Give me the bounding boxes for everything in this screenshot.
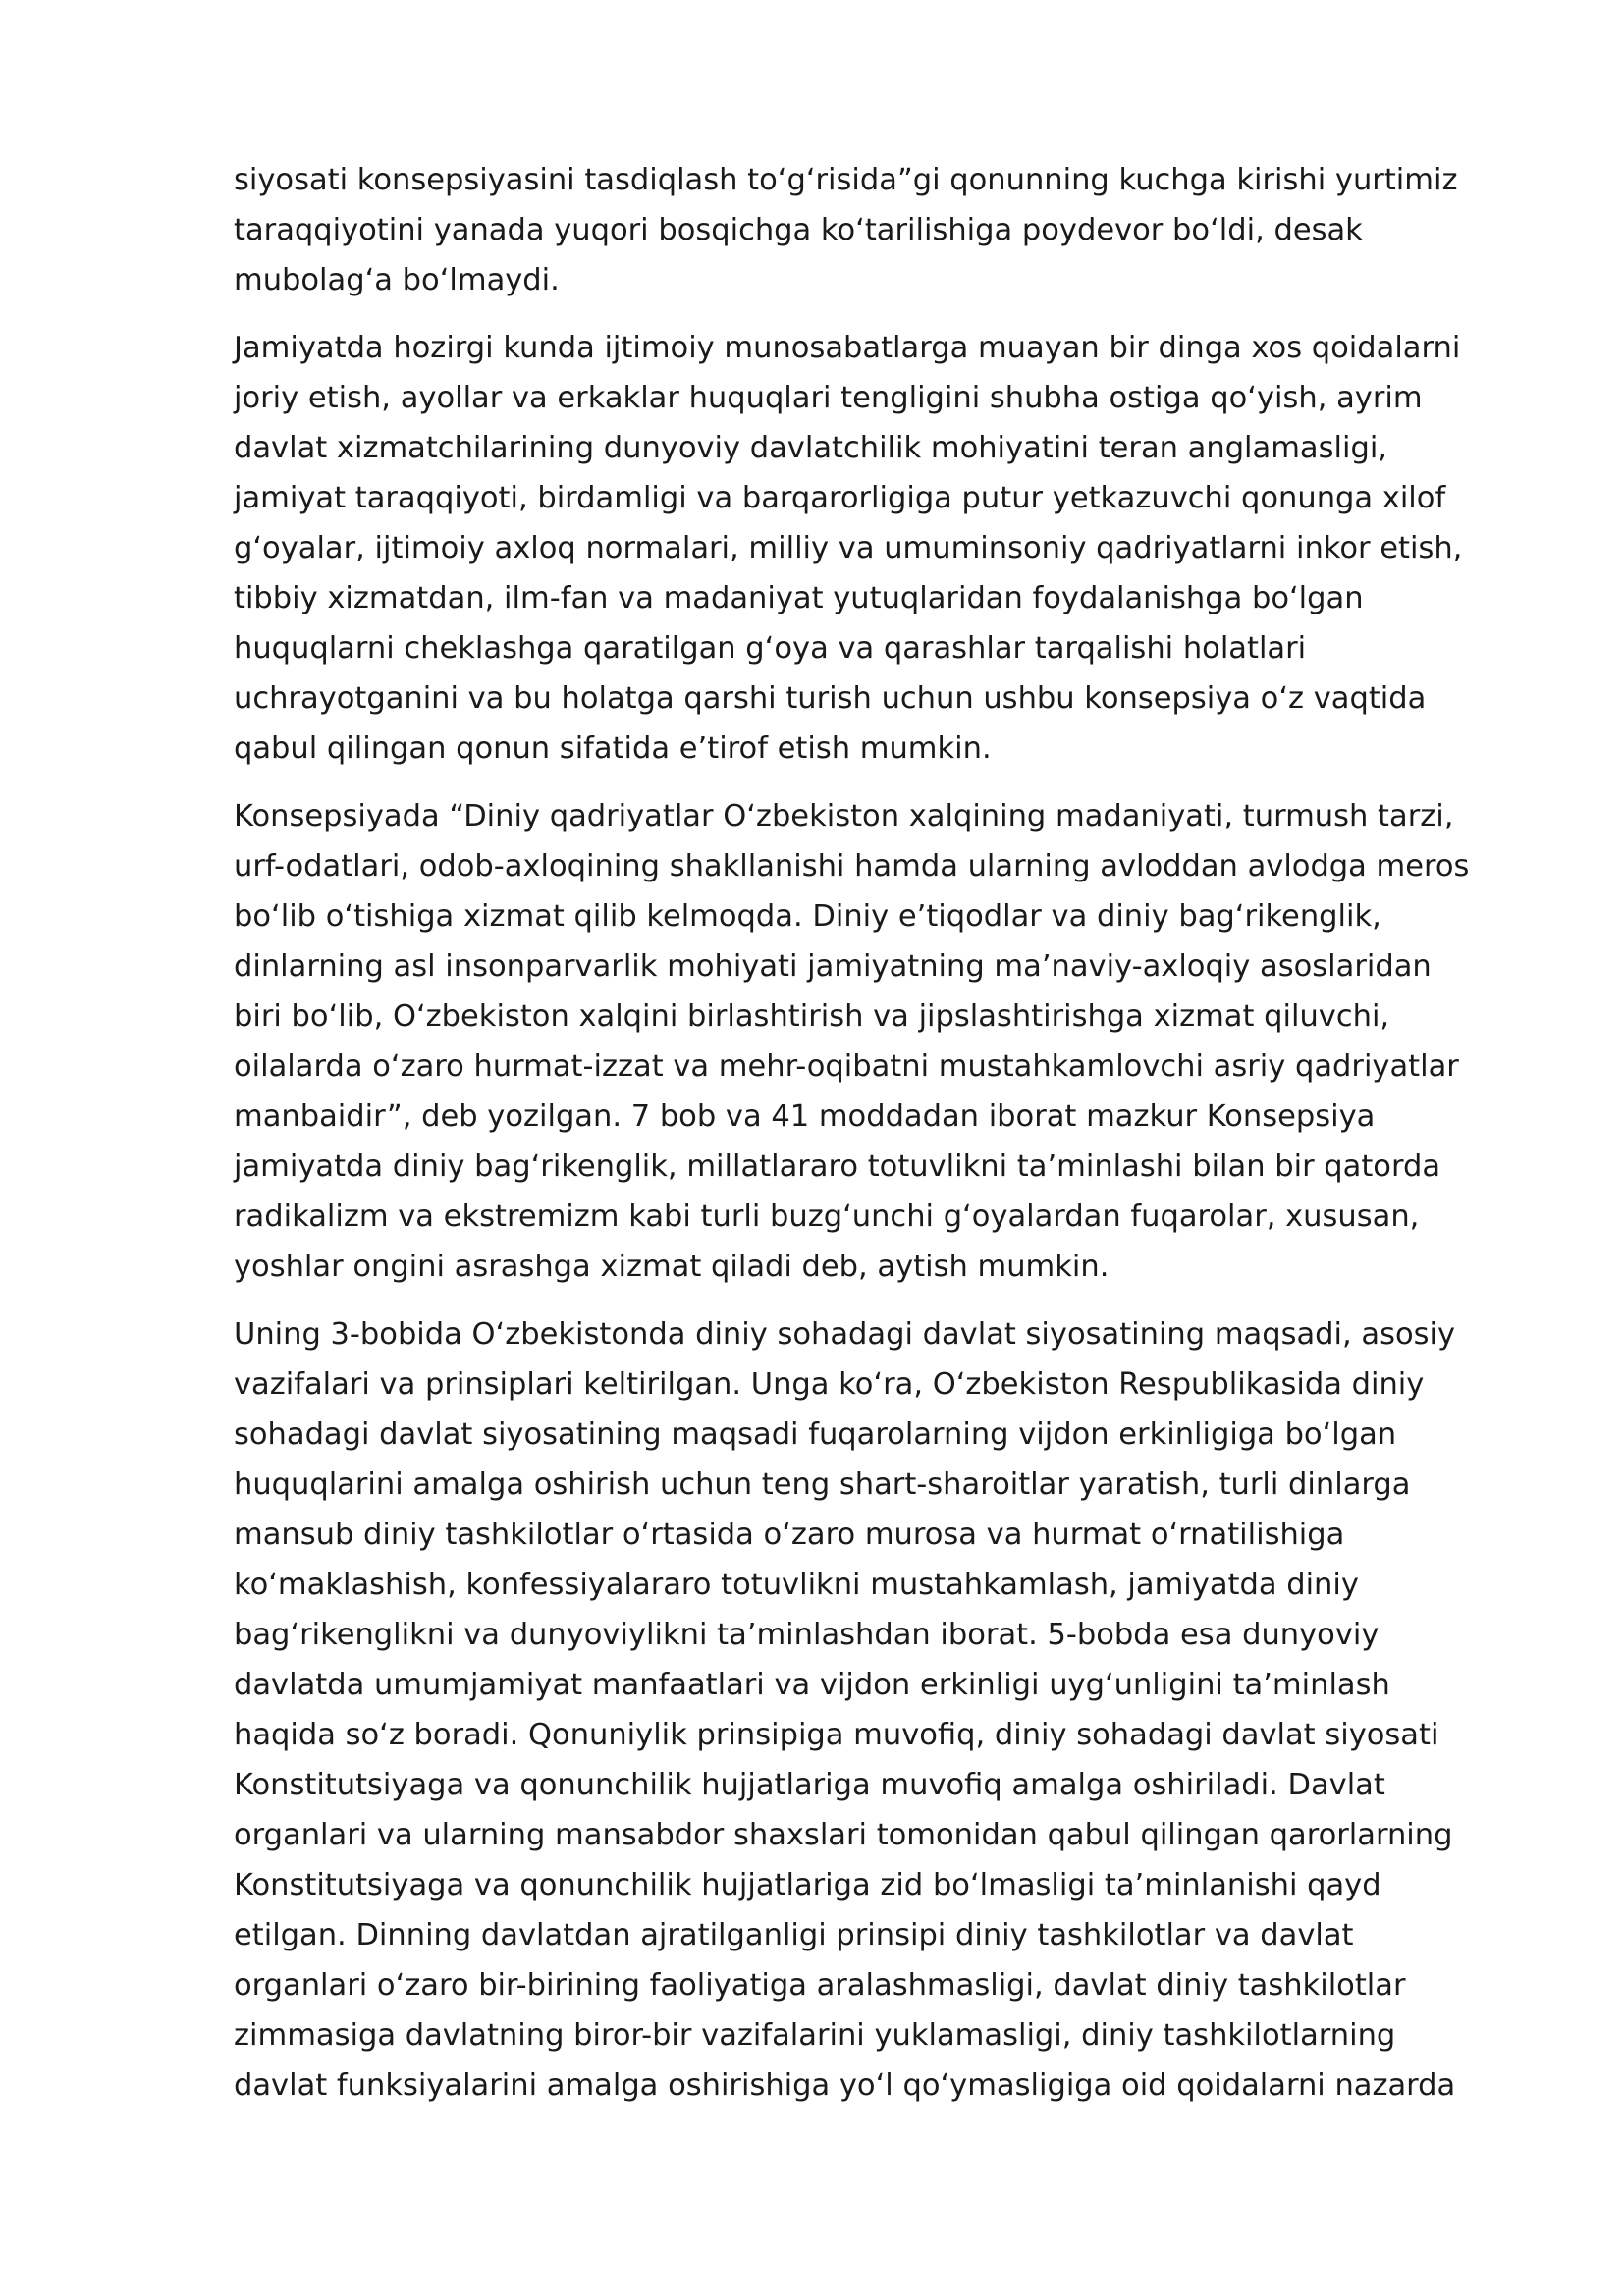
text-line: Uning 3-bobida O‘zbekistonda diniy sohadagi davlat siyosatining maqsadi, asosiy <box>234 1317 1456 1352</box>
text-line: radikalizm va ekstremizm kabi turli buzg‘unchi g‘oyalardan fuqarolar, xususan, <box>234 1200 1420 1234</box>
document-page <box>234 155 1530 2128</box>
text-line: davlat funksiyalarini amalga oshirishiga yo‘l qo‘ymasligiga oid qoidalarni nazarda <box>234 2068 1456 2103</box>
text-line: huquqlarini amalga oshirish uchun teng shart-sharoitlar yaratish, turli dinlarga <box>234 1468 1411 1502</box>
text-line: joriy etish, ayollar va erkaklar huquqlari tengligini shubha ostiga qo‘yish, ayrim <box>234 381 1423 415</box>
text-line: Konsepsiyada “Diniy qadriyatlar O‘zbekiston xalqining madaniyati, turmush tarzi, <box>234 799 1454 833</box>
text-line: davlat xizmatchilarining dunyoviy davlatchilik mohiyatini teran anglamasligi, <box>234 431 1387 465</box>
text-line: organlari va ularning mansabdor shaxslari tomonidan qabul qilingan qarorlarning <box>234 1818 1453 1852</box>
text-line: tibbiy xizmatdan, ilm-fan va madaniyat yutuqlaridan foydalanishga bo‘lgan <box>234 581 1364 615</box>
text-line: manbaidir”, deb yozilgan. 7 bob va 41 moddadan iborat mazkur Konsepsiya <box>234 1099 1376 1134</box>
text-line: oilalarda o‘zaro hurmat-izzat va mehr-oqibatni mustahkamlovchi asriy qadriyatlar <box>234 1049 1459 1084</box>
text-line: vazifalari va prinsiplari keltirilgan. Unga ko‘ra, O‘zbekiston Respublikasida diniy <box>234 1367 1425 1402</box>
text-line: qabul qilingan qonun sifatida e’tirof etish mumkin. <box>234 731 992 766</box>
text-line: Konstitutsiyaga va qonunchilik hujjatlariga muvofiq amalga oshiriladi. Davlat <box>234 1768 1385 1802</box>
text-line: etilgan. Dinning davlatdan ajratilganligi prinsipi diniy tashkilotlar va davlat <box>234 1918 1354 1952</box>
text-line: sohadagi davlat siyosatining maqsadi fuqarolarning vijdon erkinligiga bo‘lgan <box>234 1417 1397 1452</box>
text-line: huquqlarni cheklashga qaratilgan g‘oya va qarashlar tarqalishi holatlari <box>234 631 1307 666</box>
paragraph-1 <box>234 155 1530 305</box>
paragraph-3 <box>234 791 1530 1292</box>
text-line: Jamiyatda hozirgi kunda ijtimoiy munosabatlarga muayan bir dinga xos qoidalarni <box>234 331 1461 365</box>
text-line: mubolag‘a bo‘lmaydi. <box>234 263 560 297</box>
text-line: yoshlar ongini asrashga xizmat qiladi deb, aytish mumkin. <box>234 1250 1110 1284</box>
paragraph-2 <box>234 323 1530 774</box>
text-line: zimmasiga davlatning biror-bir vazifalarini yuklamasligi, diniy tashkilotlarning <box>234 2018 1396 2053</box>
text-line: dinlarning asl insonparvarlik mohiyati jamiyatning ma’naviy-axloqiy asoslaridan <box>234 949 1432 984</box>
text-line: jamiyat taraqqiyoti, birdamligi va barqarorligiga putur yetkazuvchi qonunga xilof <box>234 481 1446 515</box>
text-line: siyosati konsepsiyasini tasdiqlash to‘g‘risida”gi qonunning kuchga kirishi yurtimiz <box>234 163 1458 197</box>
text-line: uchrayotganini va bu holatga qarshi turish uchun ushbu konsepsiya o‘z vaqtida <box>234 681 1427 716</box>
text-line: biri bo‘lib, O‘zbekiston xalqini birlashtirish va jipslashtirishga xizmat qiluvchi, <box>234 999 1390 1034</box>
text-line: bo‘lib o‘tishiga xizmat qilib kelmoqda. Diniy e’tiqodlar va diniy bag‘rikenglik, <box>234 899 1381 934</box>
text-line: organlari o‘zaro bir-birining faoliyatiga aralashmasligi, davlat diniy tashkilotlar <box>234 1968 1406 2002</box>
text-line: bag‘rikenglikni va dunyoviylikni ta’minlashdan iborat. 5-bobda esa dunyoviy <box>234 1618 1380 1652</box>
text-line: jamiyatda diniy bag‘rikenglik, millatlararo totuvlikni ta’minlashi bilan bir qatorda <box>234 1149 1441 1184</box>
text-line: Konstitutsiyaga va qonunchilik hujjatlariga zid bo‘lmasligi ta’minlanishi qayd <box>234 1868 1381 1902</box>
text-line: davlatda umumjamiyat manfaatlari va vijdon erkinligi uyg‘unligini ta’minlash <box>234 1668 1390 1702</box>
text-line: ko‘maklashish, konfessiyalararo totuvlikni mustahkamlash, jamiyatda diniy <box>234 1568 1359 1602</box>
text-line: urf-odatlari, odob-axloqining shakllanishi hamda ularning avloddan avlodga meros <box>234 849 1470 883</box>
paragraph-4 <box>234 1309 1530 2110</box>
text-line: haqida so‘z boradi. Qonuniylik prinsipiga muvofiq, diniy sohadagi davlat siyosati <box>234 1718 1439 1752</box>
text-line: g‘oyalar, ijtimoiy axloq normalari, milliy va umuminsoniy qadriyatlarni inkor etish, <box>234 531 1463 565</box>
text-line: taraqqiyotini yanada yuqori bosqichga ko‘tarilishiga poydevor bo‘ldi, desak <box>234 213 1363 247</box>
text-line: mansub diniy tashkilotlar o‘rtasida o‘zaro murosa va hurmat o‘rnatilishiga <box>234 1518 1345 1552</box>
